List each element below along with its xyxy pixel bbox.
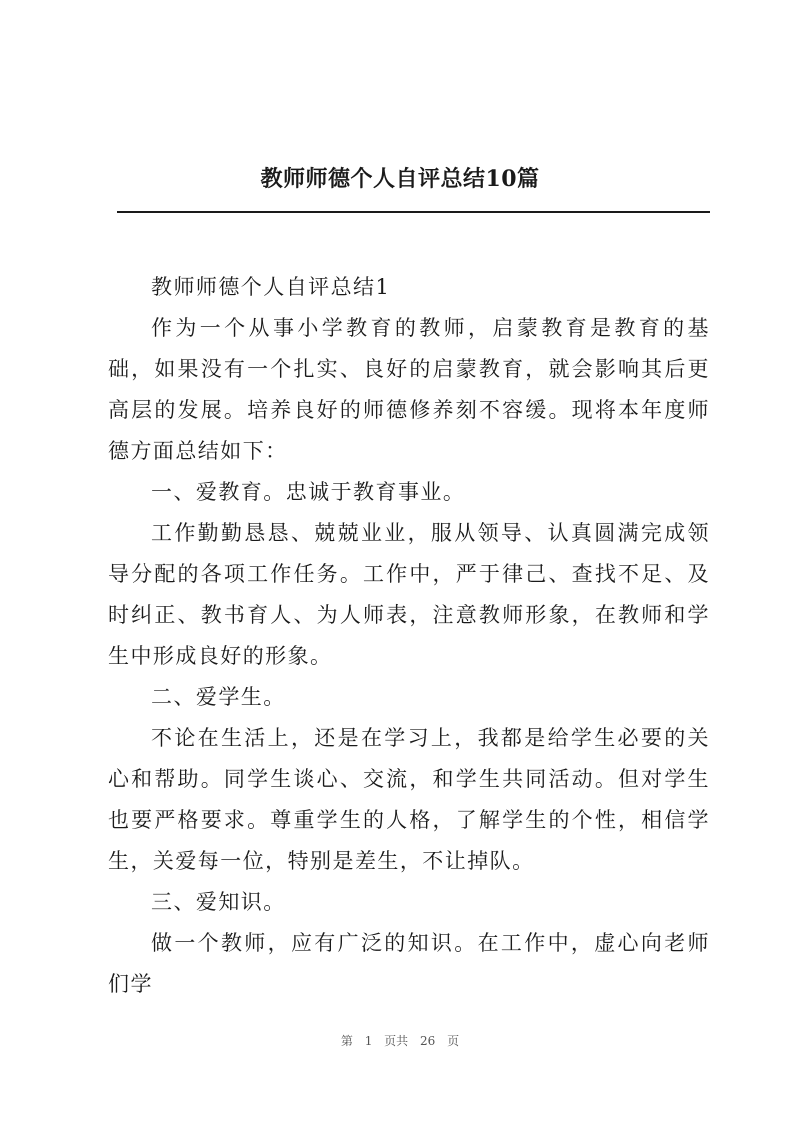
page-number-total: 26 xyxy=(420,1034,436,1048)
paragraph: 作为一个从事小学教育的教师，启蒙教育是教育的基础，如果没有一个扎实、良好的启蒙教育，就会影响其后更高层的发展。培养良好的师德修养刻不容缓。现将本年度师德方面总结如下： xyxy=(108,316,710,463)
page-number-mid: 页共 xyxy=(384,1034,409,1048)
section-heading: 二、爱学生。 xyxy=(151,685,286,709)
page-number-current: 1 xyxy=(364,1034,373,1048)
page-number-suffix: 页 xyxy=(447,1034,460,1048)
paragraph: 做一个教师，应有广泛的知识。在工作中，虚心向老师们学 xyxy=(108,931,710,996)
title-divider xyxy=(117,211,710,213)
section-heading: 三、爱知识。 xyxy=(151,890,286,914)
paragraph: 工作勤勤恳恳、兢兢业业，服从领导、认真圆满完成领导分配的各项工作任务。工作中，严于律己、查找不足、及时纠正、教书育人、为人师表，注意教师形象，在教师和学生中形成良好的形象。 xyxy=(108,521,710,668)
section-heading: 教师师德个人自评总结1 xyxy=(151,275,391,299)
page-number-prefix: 第 xyxy=(340,1034,353,1048)
paragraph: 不论在生活上，还是在学习上，我都是给学生必要的关心和帮助。同学生谈心、交流，和学生共同活动。但对学生也要严格要求。尊重学生的人格，了解学生的个性，相信学生，关爱每一位，特别是差生，不让掉队。 xyxy=(108,726,710,873)
section-heading: 一、爱教育。忠诚于教育事业。 xyxy=(151,480,466,504)
document-body xyxy=(108,267,710,1005)
document-title: 教师师德个人自评总结10篇 xyxy=(260,166,540,192)
page-footer xyxy=(0,1031,800,1051)
